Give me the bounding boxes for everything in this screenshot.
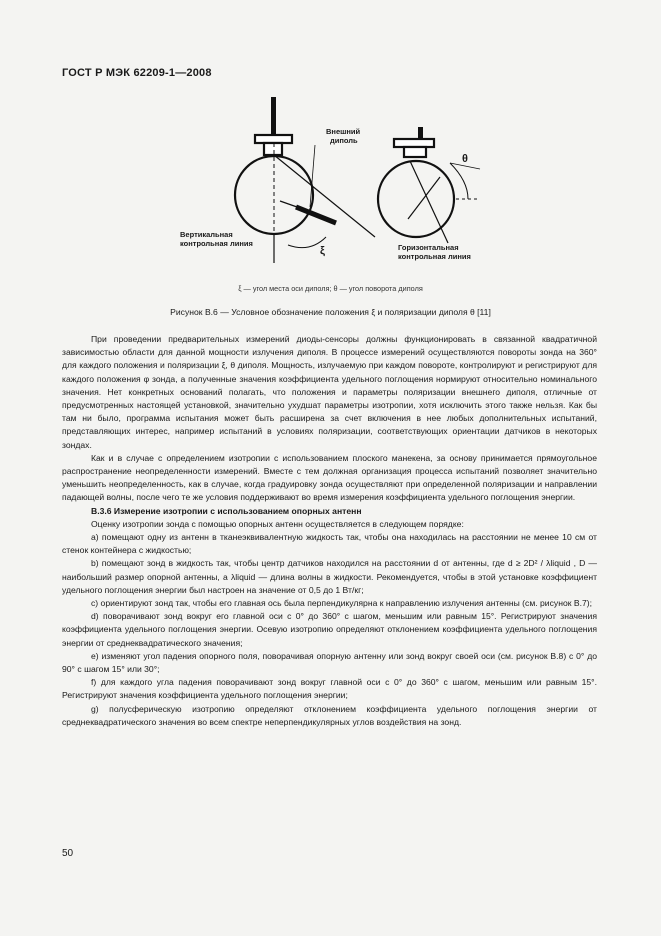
probe-cap-left — [255, 135, 292, 143]
list-item-b: b) помещают зонд в жидкость так, чтобы центр датчиков находился на расстоянии d от антенны, где d ≥ 2D² / λliquid , D — наибольший размер опорной антенны, а λliquid — длина волны в жидкости. Рекомендуется, чтобы в этой установке коэффициент удельного поглощения энергии был настроен на значение от 0,5 до 1 Вт/кг; — [62, 558, 597, 595]
label-vertical-line2: контрольная линия — [180, 239, 253, 248]
list-intro: Оценку изотропии зонда с помощью опорных антенн осуществляется в следующем порядке: — [91, 518, 464, 529]
label-horizontal-line2: контрольная линия — [398, 252, 471, 261]
label-external-dipole-line1: Внешний — [326, 127, 361, 136]
paragraph: При проведении предварительных измерений диоды-сенсоры должны функционировать в связанной квадратичной зависимостью области для данной мощности излучения диполя. В процессе измерений осуществляются повороты зонда на 360° для каждого положения и поляризации ξ, θ диполя. Мощность, излучаемую при каждом повороте, контролируют и регистрируют для каждого положения φ зонда, а полученные значения коэффициента удельного поглощения нормируют относительно номинального значения. Нет конкретных оснований полагать, что положения и параметры поляризации внешнего диполя, отличные от предусмотренных настоящей установкой, значительно ухудшат параметры изотропии, хотя исключить этого также нельзя. Как бы там ни было, программа испытания может быть расширена за счет включения в нее любых дополнительных испытаний, представляющих интерес, например испытаний в условиях поляризации, соответствующих ориентации датчиков в некоторых зондах. — [62, 334, 597, 450]
probe-sphere-right — [378, 161, 454, 237]
probe-neck-right — [404, 147, 426, 157]
label-horizontal-line — [398, 243, 471, 261]
figure-legend: ξ — угол места оси диполя; θ — угол поворота диполя — [238, 284, 423, 293]
body-text — [62, 333, 597, 729]
label-vertical-line1: Вертикальная — [180, 230, 233, 239]
subsection-heading: В.3.6 Измерение изотропии с использованием опорных антенн — [91, 505, 362, 516]
list-item-d: d) поворачивают зонд вокруг его главной оси с 0° до 360° с шагом, меньшим или равным 15°. Регистрируют значения коэффициента удельного поглощения энергии. Осевую изотропию определяют отклонением коэффициента удельного поглощения энергии от среднеквадратического значения; — [62, 611, 597, 648]
label-external-dipole-line2: диполь — [330, 136, 358, 145]
list-item-f: f) для каждого угла падения поворачивают зонд вокруг главной оси с 0° до 360° с шагом, меньшим или равным 15°. Регистрируют значения коэффициента удельного поглощения энергии; — [62, 677, 597, 701]
probe-stem-left — [271, 97, 276, 137]
label-horizontal-line1: Горизонтальная — [398, 243, 459, 252]
document-header: ГОСТ Р МЭК 62209-1—2008 — [62, 67, 212, 79]
label-vertical-line — [180, 230, 253, 248]
paragraph: Как и в случае с определением изотропии с использованием плоского манекена, за основу принимается прямоугольное распространение неопределенности измерений. Вместе с тем должная организация процесса испытаний позволяет значительно уменьшить неопределенность, как в случае, когда градуировку зонда осуществляют при определенной поляризации и направлении падающей волны, после чего те же условия поддерживают во время измерения коэффициента удельного поглощения энергии. — [62, 452, 597, 503]
list-item-a: a) помещают одну из антенн в тканеэквивалентную жидкость так, чтобы она находилась на расстоянии не менее 10 см от стенок контейнера с жидкостью; — [62, 532, 597, 556]
theta-symbol: θ — [462, 153, 468, 165]
probe-cap-right — [394, 139, 434, 147]
xi-symbol: ξ — [320, 245, 325, 257]
page-number: 50 — [62, 848, 74, 859]
list-item-c: c) ориентируют зонд так, чтобы его главная ось была перпендикулярна к направлению излучения антенны (см. рисунок В.7); — [91, 598, 593, 609]
list-item-e: e) изменяют угол падения опорного поля, поворачивая опорную антенну или зонд вокруг своей оси (см. рисунок В.8) с 0° до 90° с шагом 15° или 30°; — [62, 650, 597, 675]
figure-caption: Рисунок В.6 — Условное обозначение положения ξ и поляризации диполя θ [11] — [170, 307, 491, 317]
dipole-figure — [150, 95, 510, 275]
label-external-dipole — [326, 127, 360, 145]
probe-neck-left — [264, 143, 282, 155]
list-item-g: g) полусферическую изотропию определяют отклонением коэффициента удельного поглощения энергии от среднеквадратического значения во всем спектре неперпендикулярных углов воздействия на зонд. — [62, 703, 597, 727]
